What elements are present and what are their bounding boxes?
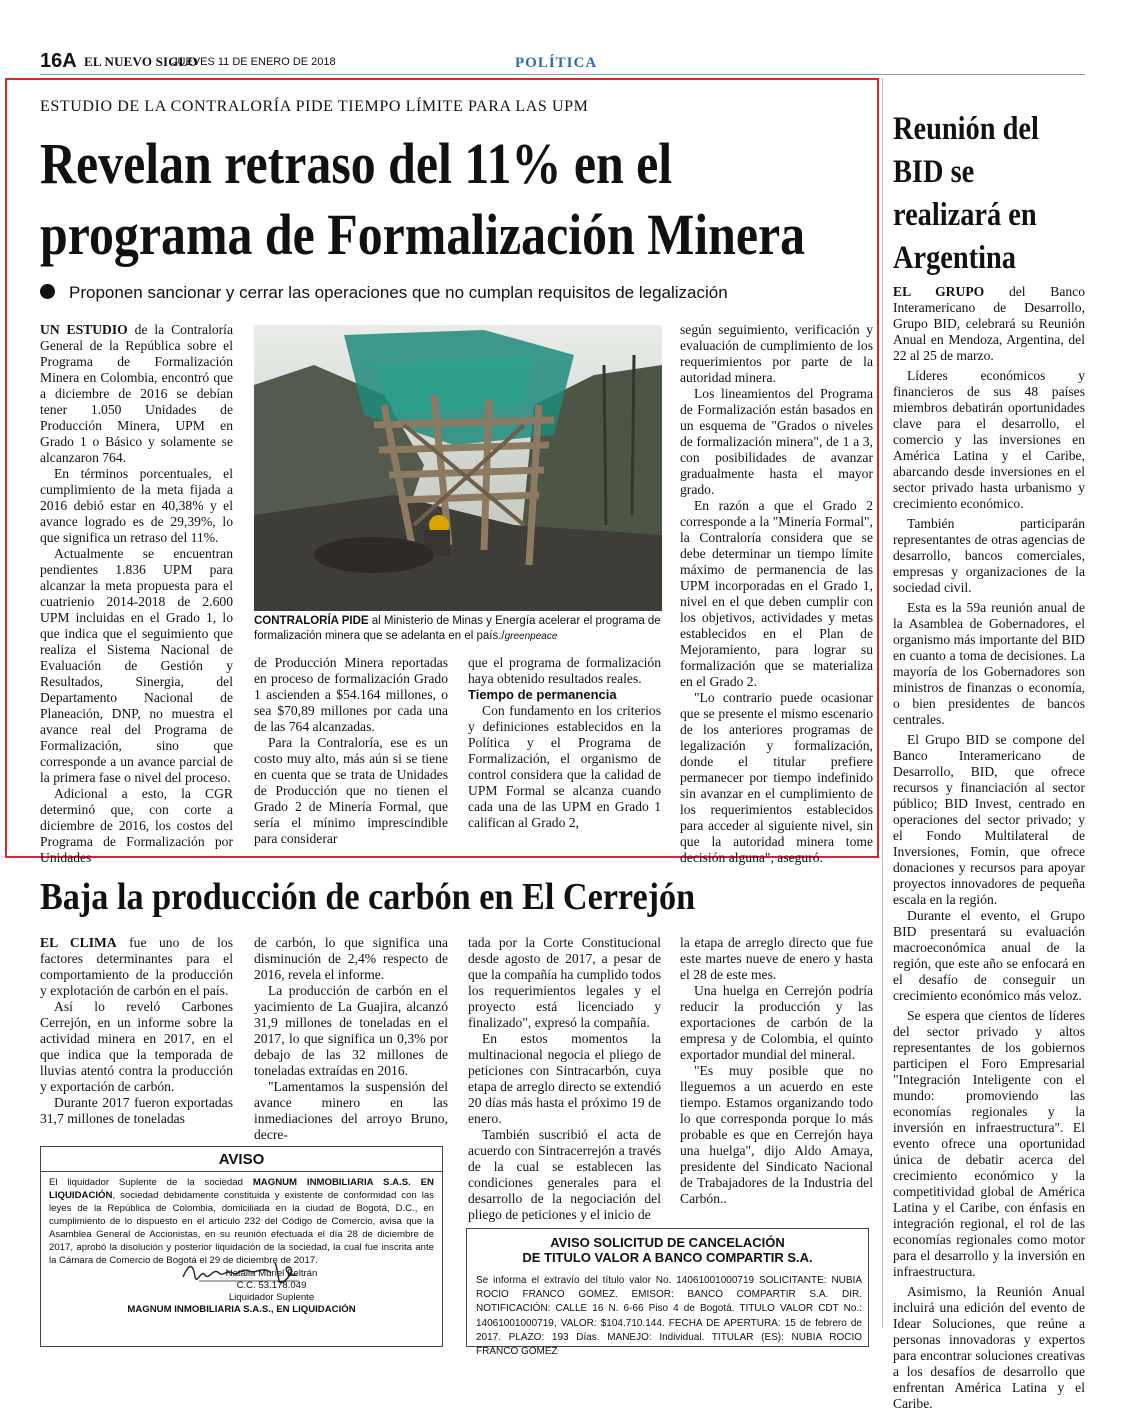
paragraph: de carbón, lo que significa una disminución de 2,4% respecto de 2016, revela el informe. <box>254 935 448 982</box>
company-name: MAGNUM INMOBILIARIA S.A.S. EN LIQUIDACIÓN <box>49 1177 434 1201</box>
paragraph: Esta es la 59a reunión anual de la Asamblea de Gobernadores, el organismo más importante del BID en cuanto a toma de decisiones. La mayoría de los Gobernadores son ministros de finanzas o economía, o bien presidentes de bancos centrales. <box>893 600 1085 727</box>
paragraph: Líderes económicos y financieros de sus 48 países miembros debatirán oportunidades clave para el desarrollo, el comercio y las inversiones en América Latina y el Caribe, abarcando desde inversiones en el sector privado hasta urbanismo y crecimiento económico. <box>893 368 1085 511</box>
paragraph: También suscribió el acta de acuerdo con Sintracerrejón a través de la cual se establecen las condiciones generales para el desarrollo de la negociación del pliego de peticiones y el inicio de <box>468 1127 661 1222</box>
legal-notice-ad <box>40 1146 443 1347</box>
subhead: Tiempo de permanencia <box>468 687 617 702</box>
ad-title <box>467 1235 868 1265</box>
paragraph: Así lo reveló Carbones Cerrejón, en un informe sobre la actividad minera en 2017, en el que indica que la temporada de lluvias atentó contra la producción y exportación de carbón. <box>40 999 233 1094</box>
issue-date: JUEVES 11 DE ENERO DE 2018 <box>172 56 336 68</box>
main-col-2 <box>254 655 448 847</box>
rail-headline: Reunión del BID se realizará en Argentina <box>893 111 1039 276</box>
second-col-4 <box>680 935 873 1207</box>
paragraph: Durante el evento, el Grupo BID presentará su evaluación macroeconómica anual de la región, que este año se enfocará en el desafío de conseguir un crecimiento económico más veloz. <box>893 908 1085 1003</box>
paragraph: La producción de carbón en el yacimiento de La Guajira, alcanzó 31,9 millones de toneladas en el 2017, lo que significa un 0,3% por debajo de las 32 millones de toneladas extraídas en 2016. <box>254 983 448 1078</box>
ad-title-line: AVISO SOLICITUD DE CANCELACIÓN <box>550 1235 785 1250</box>
paragraph: El Grupo BID se compone del Banco Interamericano de Desarrollo, BID, que ofrece recursos y financiación al sector público; BID Invest, centrado en operaciones del sector privado; y el Fondo Multilateral de Inversiones, Fomin, que ofrece donaciones y recursos para apoyar proyectos innovadores de pequeña escala en la región. <box>893 732 1085 907</box>
paragraph: En términos porcentuales, el cumplimiento de la meta fijada a 2016 debió estar en 40,38% y el avance logrado es de 29,39%, lo que significa un retraso del 11%. <box>40 466 233 545</box>
lead-in: EL GRUPO <box>893 284 985 299</box>
lead-in: UN ESTUDIO <box>40 322 128 337</box>
paragraph: Se espera que cientos de líderes del sector privado y altos representantes de los gobiernos participen el Foro Empresarial "Integración Inteligente con el mundo: promoviendo las economías regionales y la inversión en infraestructura". El evento ofrece una oportunidad única de debatir acerca del crecimiento económico y la competitividad global de América Latina y el Caribe, con énfasis en integración regional, el rol de las economías regionales como motor para el desarrollo y la inversión en infraestructura. <box>893 1008 1085 1279</box>
paragraph: que el programa de formalización haya obtenido resultados reales. <box>468 655 661 686</box>
paragraph-text: de la Contraloría General de la República sobre el Programa de Formalización Minera en Colombia, encontró que a diciembre de 2016 se debían tener 1.050 Unidades de Producción Minera, UPM en Grado 1 o Básico y solamente se alcanzaron 764. <box>40 322 233 465</box>
ad-company-footer: MAGNUM INMOBILIARIA S.A.S., EN LIQUIDACIÓN <box>127 1304 356 1315</box>
ad-title-line: DE TITULO VALOR A BANCO COMPARTIR S.A. <box>522 1250 813 1265</box>
signer-name: Natalia Muriel Beltrán <box>225 1268 318 1279</box>
ad-rule <box>41 1171 442 1172</box>
paragraph: según seguimiento, verificación y evaluación de cumplimiento de los requerimientos por parte de la autoridad minera. <box>680 322 873 385</box>
second-col-1 <box>40 935 233 1127</box>
dek-text: Proponen sancionar y cerrar las operaciones que no cumplan requisitos de legalización <box>69 283 728 302</box>
ad-text: El liquidador Suplente de la sociedad <box>49 1177 253 1188</box>
cancellation-notice-ad <box>466 1228 869 1358</box>
paragraph-text: fue uno de los factores determinantes para el comportamiento de la producción y explotación de carbón en el país. <box>40 935 233 998</box>
signer-id: C.C. 53.178.049 <box>236 1280 307 1291</box>
paragraph <box>40 322 233 466</box>
paragraph: Los lineamientos del Programa de Formalización están basados en un esquema de "Grados o niveles de formalización minera", de 1 a 3, con posibilidades de avanzar gradualmente hasta el mayor grado. <box>680 386 873 497</box>
page-number: 16A <box>40 50 77 72</box>
paragraph <box>893 284 1085 364</box>
ad-text: , sociedad debidamente constituida y existente de conformidad con las leyes de la República de Colombia, domiciliada en la ciudad de Bogotá, D.C., en cumplimiento de lo dispuesto en el artículo 232 del Código de Comercio, avisa que la Asamblea General de Accionistas, en su reunión efectuada el día 28 de diciembre de 2017, aprobó la disolución y posterior liquidación de la sociedad, la cual fue inscrita ante la Cámara de Comercio de Bogotá el 29 de diciembre de 2017. <box>49 1190 434 1266</box>
paragraph: En razón a que el Grado 2 corresponde a la "Minería Formal", la Contraloría considera que se debe determinar un tiempo límite máximo de permanencia de las UPM incorporadas en el Grado 1, nivel en el que deben cumplir con los objetivos, actividades y metas establecidos en el Plan de Mejoramiento, para lograr su formalización que se materializa en el Grado 2. <box>680 498 873 689</box>
ad-body <box>49 1176 434 1267</box>
paragraph: En estos momentos la multinacional negocia el pliego de peticiones con Sintracarbón, cuya etapa de arreglo directo se extendió 20 días más hasta el próximo 19 de enero. <box>468 1031 661 1126</box>
paragraph: "Lamentamos la suspensión del avance minero en las inmediaciones del arroyo Bruno, decre- <box>254 1079 448 1142</box>
second-col-2 <box>254 935 448 1143</box>
ad-signature-block <box>41 1268 442 1316</box>
lead-in: EL CLIMA <box>40 935 117 950</box>
paragraph: Con fundamento en los criterios y definiciones establecidos en la Política y el Programa de Formalización, el organismo de control considera que la calidad de UPM Formal se alcanza cuando cada una de las UPM en Grado 1 califican al Grado 2, <box>468 703 661 830</box>
paragraph: tada por la Corte Constitucional desde agosto de 2017, a pesar de que la compañía ha cumplido todos los requerimientos legales y el proyecto está licenciado y finalizado", expresó la compañía. <box>468 935 661 1030</box>
header-rule <box>40 74 1085 75</box>
main-col-4 <box>680 322 873 866</box>
paragraph: "Lo contrario puede ocasionar que se presente el mismo escenario de los anteriores programas de legalización y formalización, donde el titular prefiere permanecer por tiempo indefinido sin avanzar en el cumplimiento de los requerimientos establecidos para acceder al siguiente nivel, sin que la autoridad minera tome decisión alguna", aseguró. <box>680 690 873 865</box>
paragraph <box>40 935 233 999</box>
paragraph: Actualmente se encuentran pendientes 1.836 UPM para alcanzar la meta propuesta para el cuatrienio 2014-2018 de 2.600 UPM incluidas en el Grado 1, lo que indica que el seguimiento que realiza el Sistema Nacional de Evaluación de Gestión y Resultados, Sinergia, del Departamento Nacional de Planeación, DNP, no muestra el avance real del Programa de Formalización, sino que corresponde a un avance parcial de la primera fase o nivel del proceso. <box>40 546 233 785</box>
paragraph: Una huelga en Cerrejón podría reducir la producción y las exportaciones de carbón de la empresa y de Colombia, el quinto exportador mundial del mineral. <box>680 983 873 1062</box>
paragraph-text: del Banco Interamericano de Desarrollo, Grupo BID, celebrará su Reunión Anual en Mendoza, Argentina, del 22 al 25 de marzo. <box>893 284 1085 363</box>
newspaper-name: EL NUEVO SIGLO <box>84 54 198 69</box>
paragraph: Asimismo, la Reunión Anual incluirá una edición del evento de Idear Soluciones, que reúne a personas innovadoras y expertos para encontrar soluciones creativas a los desafíos de desarrollo que enfrentan América Latina y el Caribe. <box>893 1284 1085 1411</box>
photo-caption <box>254 614 662 644</box>
headline-line-1: Revelan retraso del 11% en el <box>40 131 673 196</box>
rail-body <box>893 284 1085 1412</box>
second-col-3 <box>468 935 661 1223</box>
main-col-3 <box>468 655 661 831</box>
caption-text: al Ministerio de Minas y Energía acelerar el programa de formalización minera que se adelanta en el país./ <box>254 615 661 642</box>
main-col-1 <box>40 322 233 866</box>
paragraph: También participarán representantes de otras agencias de desarrollo, bancos comerciales, empresas y organizaciones de la sociedad civil. <box>893 516 1085 595</box>
ad-body: Se informa el extravío del título valor No. 14061001000719 SOLICITANTE: NUBIA ROCIO FRANCO GOMEZ. EMISOR: BANCO COMPARTIR S.A. DIR. NOTIFICACIÓN: CALLE 16 N. 6-66 Piso 4 de Bogotá. TITULO VALOR CDT No.: 14061001000719, VALOR: $104.710.144. FECHA DE APERTURA: 15 de febrero de 2017. PLAZO: 193 Días. MANEJO: Individual. TITULAR (ES): NUBIA ROCIO FRANCO GOMEZ <box>476 1275 862 1358</box>
paragraph: Adicional a esto, la CGR determinó que, con corte a diciembre de 2016, los costos del Programa de Formalización por Unidades <box>40 786 233 865</box>
story-kicker: ESTUDIO DE LA CONTRALORÍA PIDE TIEMPO LÍMITE PARA LAS UPM <box>40 98 589 115</box>
paragraph: Durante 2017 fueron exportadas 31,7 millones de toneladas <box>40 1095 233 1126</box>
paragraph: "Es muy posible que no lleguemos a un acuerdo en este tiempo. Estamos organizando todo lo que corresponda porque lo más probable es que en Cerrejón haya una huelga", dijo Aldo Amaya, presidente del Sindicato Nacional de Trabajadores de la Industria del Carbón.. <box>680 1063 873 1206</box>
bullet-icon <box>40 284 55 299</box>
caption-lead: CONTRALORÍA PIDE <box>254 615 369 627</box>
section-name: POLÍTICA <box>515 55 598 71</box>
story-dek <box>40 283 728 303</box>
signer-role: Liquidador Suplente <box>228 1292 315 1303</box>
paragraph: de Producción Minera reportadas en proceso de formalización Grado 1 ascienden a $54.164 millones, o sea $70,89 millones por cada una de las 764 alcanzadas. <box>254 655 448 734</box>
mine-photo <box>254 325 662 611</box>
ad-title: AVISO <box>218 1151 265 1168</box>
headline-line-2: programa de Formalización Minera <box>40 202 806 267</box>
second-headline: Baja la producción de carbón en El Cerrejón <box>40 876 696 918</box>
paragraph: Para la Contraloría, ese es un costo muy alto, más aún si se tiene en cuenta que se trata de Unidades de Producción que no tienen el Grado 2 de Minería Formal, que sería el mínimo imprescindible para considerar <box>254 735 448 846</box>
photo-credit: greenpeace <box>504 631 558 642</box>
paragraph: la etapa de arreglo directo que fue este martes nueve de enero y hasta el 28 de este mes. <box>680 935 873 982</box>
column-rule <box>882 78 883 1328</box>
